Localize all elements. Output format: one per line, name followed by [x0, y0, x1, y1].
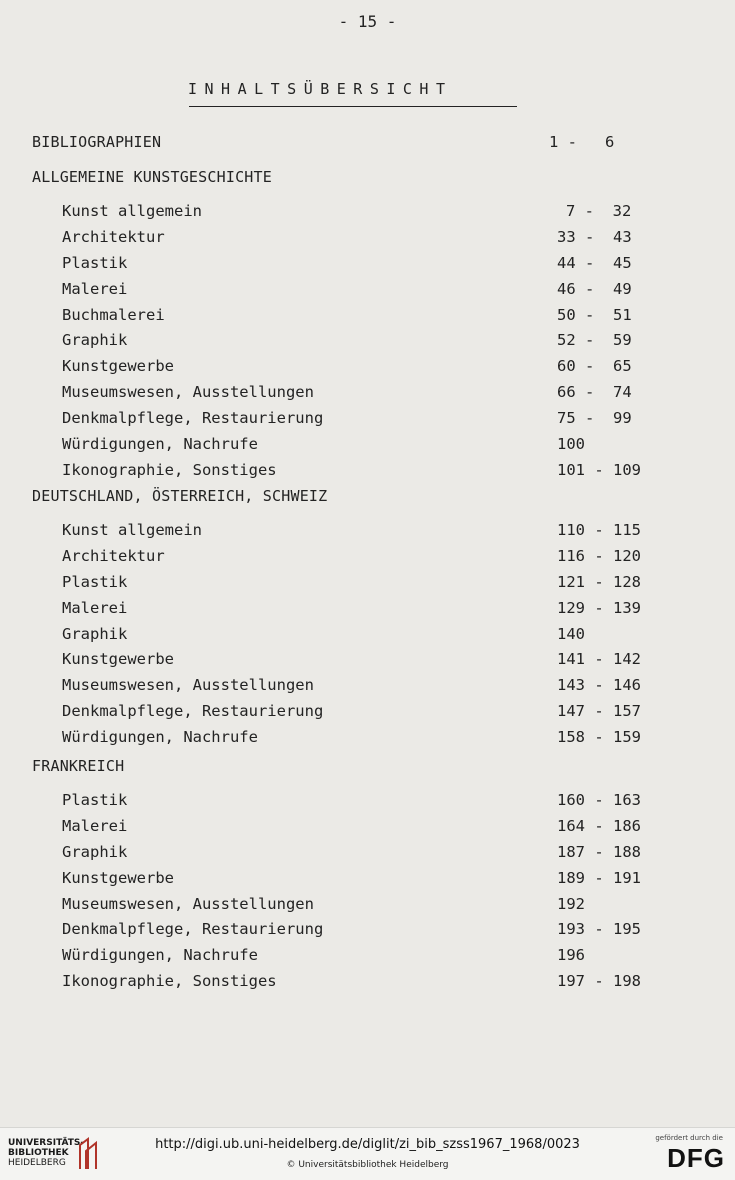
toc-entry-pages: 66 - 74	[557, 383, 632, 402]
toc-entry-pages: 46 - 49	[557, 279, 632, 298]
section-heading: FRANKREICH	[32, 757, 125, 775]
toc-entry-pages: 7 - 32	[566, 201, 632, 220]
toc-entry-pages: 143 - 146	[557, 676, 641, 695]
toc-entry-label: Ikonographie, Sonstiges	[62, 460, 277, 479]
toc-entry-label: Malerei	[62, 279, 128, 298]
toc-entry-label: Museumswesen, Ausstellungen	[62, 383, 314, 402]
section-heading: BIBLIOGRAPHIEN	[32, 133, 162, 151]
toc-entry-label: Kunst allgemein	[62, 201, 202, 220]
toc-entry-label: Denkmalpflege, Restaurierung	[62, 409, 324, 428]
toc-entry-pages: 100	[557, 435, 585, 453]
toc-entry-label: Architektur	[62, 227, 165, 246]
toc-entry-label: Malerei	[62, 598, 128, 617]
toc-entry-pages: 140	[557, 624, 585, 643]
toc-entry-pages: 141 - 142	[557, 650, 641, 669]
toc-entry-label: Graphik	[62, 624, 128, 643]
toc-entry-label: Museumswesen, Ausstellungen	[62, 894, 314, 913]
toc-entry-pages: 164 - 186	[557, 816, 641, 835]
permalink-link[interactable]: http://digi.ub.uni-heidelberg.de/diglit/zi_bib_szss1967_1968/0023	[155, 1137, 580, 1152]
toc-entry-label: Kunstgewerbe	[62, 868, 174, 887]
toc-entry-label: Graphik	[62, 331, 128, 350]
toc-entry-label: Würdigungen, Nachrufe	[62, 435, 258, 453]
toc-entry-pages: 52 - 59	[557, 331, 632, 350]
toc-entry-pages: 60 - 65	[557, 357, 632, 376]
toc-entry-pages: 147 - 157	[557, 702, 641, 721]
toc-entry-pages: 196	[557, 946, 585, 965]
section-page-range: 1 - 6	[549, 133, 615, 151]
copyright-text: © Universitätsbibliothek Heidelberg	[286, 1160, 449, 1170]
toc-entry-pages: 192	[557, 894, 585, 913]
toc-entry-label: Kunstgewerbe	[62, 357, 174, 376]
section-heading: ALLGEMEINE KUNSTGESCHICHTE	[32, 168, 272, 186]
toc-entry-pages: 121 - 128	[557, 572, 641, 591]
toc-entry-pages: 193 - 195	[557, 920, 641, 939]
toc-entry-label: Denkmalpflege, Restaurierung	[62, 920, 324, 939]
dfg-logo: DFG	[667, 1143, 725, 1173]
toc-entry-pages: 44 - 45	[557, 253, 632, 272]
toc-entry-pages: 129 - 139	[557, 598, 641, 617]
toc-entry-label: Kunstgewerbe	[62, 650, 174, 669]
toc-entry-label: Würdigungen, Nachrufe	[62, 946, 258, 965]
toc-entry-label: Denkmalpflege, Restaurierung	[62, 702, 324, 721]
toc-entry-label: Plastik	[62, 790, 128, 809]
page-title: INHALTSÜBERSICHT	[188, 80, 453, 98]
toc-entry-label: Ikonographie, Sonstiges	[62, 972, 277, 991]
title-underline	[189, 106, 517, 107]
toc-entry-label: Museumswesen, Ausstellungen	[62, 676, 314, 695]
library-city: HEIDELBERG	[8, 1158, 66, 1168]
toc-entry-pages: 187 - 188	[557, 842, 641, 861]
toc-entry-pages: 50 - 51	[557, 305, 632, 324]
toc-entry-label: Würdigungen, Nachrufe	[62, 728, 258, 747]
library-name-line-2: BIBLIOTHEK	[8, 1148, 69, 1158]
page-number: - 15 -	[338, 12, 397, 31]
toc-entry-pages: 197 - 198	[557, 972, 641, 991]
toc-entry-pages: 101 - 109	[557, 460, 641, 479]
toc-entry-label: Malerei	[62, 816, 128, 835]
toc-entry-pages: 160 - 163	[557, 790, 641, 809]
toc-entry-label: Plastik	[62, 572, 128, 591]
toc-entry-label: Graphik	[62, 842, 128, 861]
footer-bar	[0, 1127, 735, 1180]
toc-entry-pages: 116 - 120	[557, 546, 641, 565]
toc-entry-pages: 33 - 43	[557, 227, 632, 246]
toc-entry-pages: 158 - 159	[557, 728, 641, 747]
toc-entry-pages: 75 - 99	[557, 409, 632, 428]
section-heading: DEUTSCHLAND, ÖSTERREICH, SCHWEIZ	[32, 487, 328, 505]
toc-entry-pages: 189 - 191	[557, 868, 641, 887]
toc-entry-label: Architektur	[62, 546, 165, 565]
library-name-line-1: UNIVERSITÄTS-	[8, 1138, 85, 1148]
toc-entry-label: Buchmalerei	[62, 305, 165, 324]
funding-label: gefördert durch die	[655, 1134, 723, 1142]
toc-entry-pages: 110 - 115	[557, 520, 641, 539]
toc-entry-label: Kunst allgemein	[62, 520, 202, 539]
toc-entry-label: Plastik	[62, 253, 128, 272]
